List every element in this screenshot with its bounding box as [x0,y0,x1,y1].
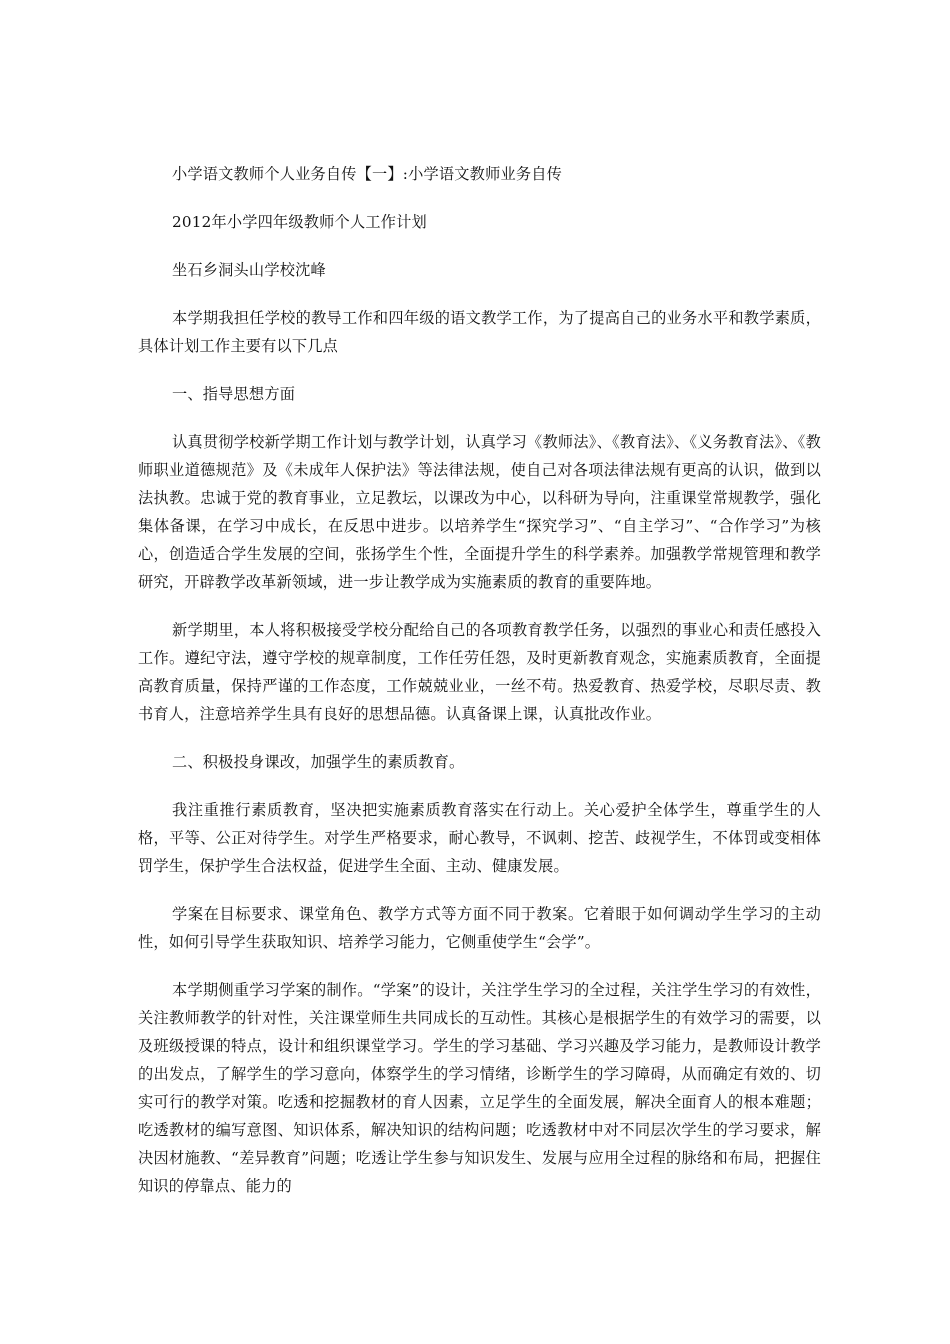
paragraph-guiding-thought: 认真贯彻学校新学期工作计划与教学计划，认真学习《教师法》、《教育法》、《义务教育法》、《教师职业道德规范》及《未成年人保护法》等法律法规，使自己对各项法律法规有更高的认识，做到以法执教。忠诚于党的教育事业，立足教坛，以课改为中心，以科研为导向，注重课堂常规教学，强化集体备课，在学习中成长，在反思中进步。以培养学生“探究学习”、“自主学习”、“合作学习”为核心，创造适合学生发展的空间，张扬学生个性，全面提升学生的科学素养。加强教学常规管理和教学研究，开辟教学改革新领域，进一步让教学成为实施素质的教育的重要阵地。 [138,433,821,591]
document-title: 小学语文教师个人业务自传【一】:小学语文教师业务自传 [172,165,563,183]
document-author: 坐石乡洞头山学校沈峰 [172,261,326,279]
paragraph-quality-education: 我注重推行素质教育，坚决把实施素质教育落实在行动上。关心爱护全体学生，尊重学生的人格，平等、公正对待学生。对学生严格要求，耐心教导，不讽刺、挖苦、歧视学生，不体罚或变相体罚学生，保护学生合法权益，促进学生全面、主动、健康发展。 [138,801,821,875]
paragraph-study-plan: 学案在目标要求、课堂角色、教学方式等方面不同于教案。它着眼于如何调动学生学习的主动性，如何引导学生获取知识、培养学习能力，它侧重使学生“会学”。 [138,905,821,951]
intro-paragraph: 本学期我担任学校的教导工作和四年级的语文教学工作，为了提高自己的业务水平和教学素质，具体计划工作主要有以下几点 [138,309,821,355]
document-page [138,160,821,1200]
paragraph-study-plan-design: 本学期侧重学习学案的制作。“学案”的设计，关注学生学习的全过程，关注学生学习的有效性，关注教师教学的针对性，关注课堂师生共同成长的互动性。其核心是根据学生的有效学习的需要，以及班级授课的特点，设计和组织课堂学习。学生的学习基础、学习兴趣及学习能力，是教师设计教学的出发点，了解学生的学习意向，体察学生的学习情绪，诊断学生的学习障碍，从而确定有效的、切实可行的教学对策。吃透和挖掘教材的育人因素，立足学生的全面发展，解决全面育人的根本难题；吃透教材的编写意图、知识体系，解决知识的结构问题；吃透教材中对不同层次学生的学习要求，解决因材施教、“差异教育”问题；吃透让学生参与知识发生、发展与应用全过程的脉络和布局，把握住知识的停靠点、能力的 [138,981,821,1195]
section-heading-1: 一、指导思想方面 [172,385,296,403]
section-heading-2: 二、积极投身课改，加强学生的素质教育。 [172,753,465,771]
document-subtitle: 2012年小学四年级教师个人工作计划 [172,213,427,231]
paragraph-new-semester: 新学期里，本人将积极接受学校分配给自己的各项教育教学任务，以强烈的事业心和责任感投入工作。遵纪守法，遵守学校的规章制度，工作任劳任怨，及时更新教育观念，实施素质教育，全面提高教育质量，保持严谨的工作态度，工作兢兢业业，一丝不苟。热爱教育、热爱学校，尽职尽责、教书育人，注意培养学生具有良好的思想品德。认真备课上课，认真批改作业。 [138,621,821,723]
